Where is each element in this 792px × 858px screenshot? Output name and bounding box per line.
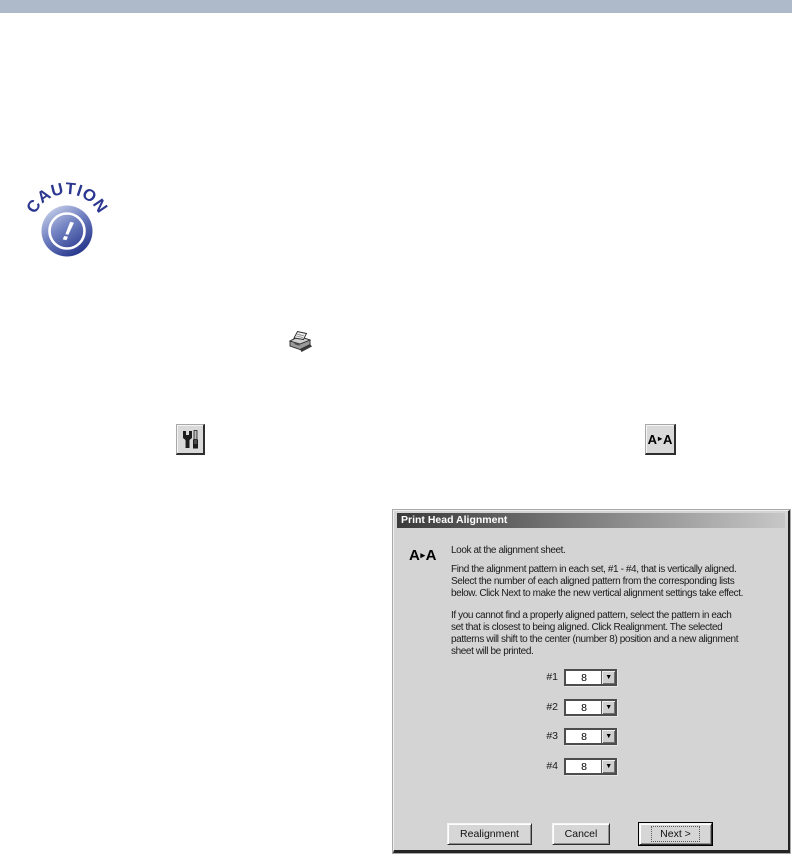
cancel-button[interactable] — [552, 823, 610, 845]
paragraph-line: If you cannot find a properly aligned pattern, select the pattern in each — [451, 610, 732, 621]
paragraph-line: set that is closest to being aligned. Click Realignment. The selected — [451, 622, 723, 633]
aa-arrow-glyph: ▸ — [420, 550, 425, 560]
next-button[interactable] — [639, 823, 712, 845]
dropdown-arrow-icon: ▼ — [605, 674, 612, 681]
pattern-select-row-2 — [394, 699, 788, 716]
caution-arc-text: CAUTION — [23, 179, 111, 217]
realignment-button[interactable] — [447, 823, 532, 845]
pattern-label: #1 — [546, 671, 558, 683]
pattern-select-row-1 — [394, 669, 788, 686]
instructions-paragraph-2 — [451, 610, 738, 658]
exclamation-icon: ! — [60, 215, 76, 247]
realignment-button-label: Realignment — [460, 828, 519, 840]
alignment-aa-icon — [648, 432, 673, 447]
dialog-titlebar[interactable] — [397, 513, 785, 528]
pattern-1-combobox[interactable] — [564, 669, 617, 686]
aa-left-letter: A — [409, 547, 420, 564]
dropdown-arrow-icon: ▼ — [605, 733, 612, 740]
maintenance-tab-button[interactable] — [176, 424, 205, 455]
pattern-label: #3 — [546, 730, 558, 742]
aa-left-letter: A — [647, 431, 657, 447]
dropdown-button[interactable] — [601, 671, 615, 684]
aa-arrow-glyph: ▸ — [657, 434, 662, 443]
paragraph-line: Find the alignment pattern in each set, #1 - #4, that is vertically aligned. — [451, 564, 737, 575]
pattern-3-combobox[interactable] — [564, 728, 617, 745]
combobox-value: 8 — [581, 730, 587, 743]
paragraph-line: Select the number of each aligned pattern from the corresponding lists — [451, 576, 735, 587]
pattern-label: #4 — [546, 760, 558, 772]
dropdown-arrow-icon: ▼ — [605, 763, 612, 770]
intro-text: Look at the alignment sheet. — [451, 545, 566, 556]
wrench-screwdriver-icon — [180, 428, 201, 451]
paragraph-line: below. Click Next to make the new vertical alignment settings take effect. — [451, 588, 744, 599]
paragraph-line: sheet will be printed. — [451, 646, 534, 657]
instructions-paragraph-1 — [451, 564, 743, 600]
pattern-2-combobox[interactable] — [564, 699, 617, 716]
printer-icon[interactable] — [284, 327, 314, 354]
dialog-alignment-aa-icon — [409, 547, 436, 564]
cancel-button-label: Cancel — [564, 828, 598, 840]
dropdown-button[interactable] — [601, 730, 615, 743]
pattern-label: #2 — [546, 701, 558, 713]
dropdown-button[interactable] — [601, 701, 615, 714]
pattern-select-row-3 — [394, 728, 788, 745]
dropdown-arrow-icon: ▼ — [605, 704, 612, 711]
combobox-value: 8 — [581, 701, 587, 714]
combobox-value: 8 — [581, 671, 587, 684]
combobox-value: 8 — [581, 760, 587, 773]
dropdown-button[interactable] — [601, 760, 615, 773]
pattern-select-row-4 — [394, 758, 788, 775]
aa-right-letter: A — [663, 431, 673, 447]
caution-badge — [11, 172, 123, 278]
aa-right-letter: A — [425, 547, 436, 564]
next-button-label: Next > — [651, 826, 700, 843]
top-accent-bar — [0, 0, 792, 13]
pattern-4-combobox[interactable] — [564, 758, 617, 775]
paragraph-line: patterns will shift to the center (number 8) position and a new alignment — [451, 634, 739, 645]
print-head-alignment-dialog — [393, 510, 790, 853]
print-head-alignment-tool-button[interactable] — [645, 424, 676, 455]
dialog-title: Print Head Alignment — [401, 514, 508, 526]
